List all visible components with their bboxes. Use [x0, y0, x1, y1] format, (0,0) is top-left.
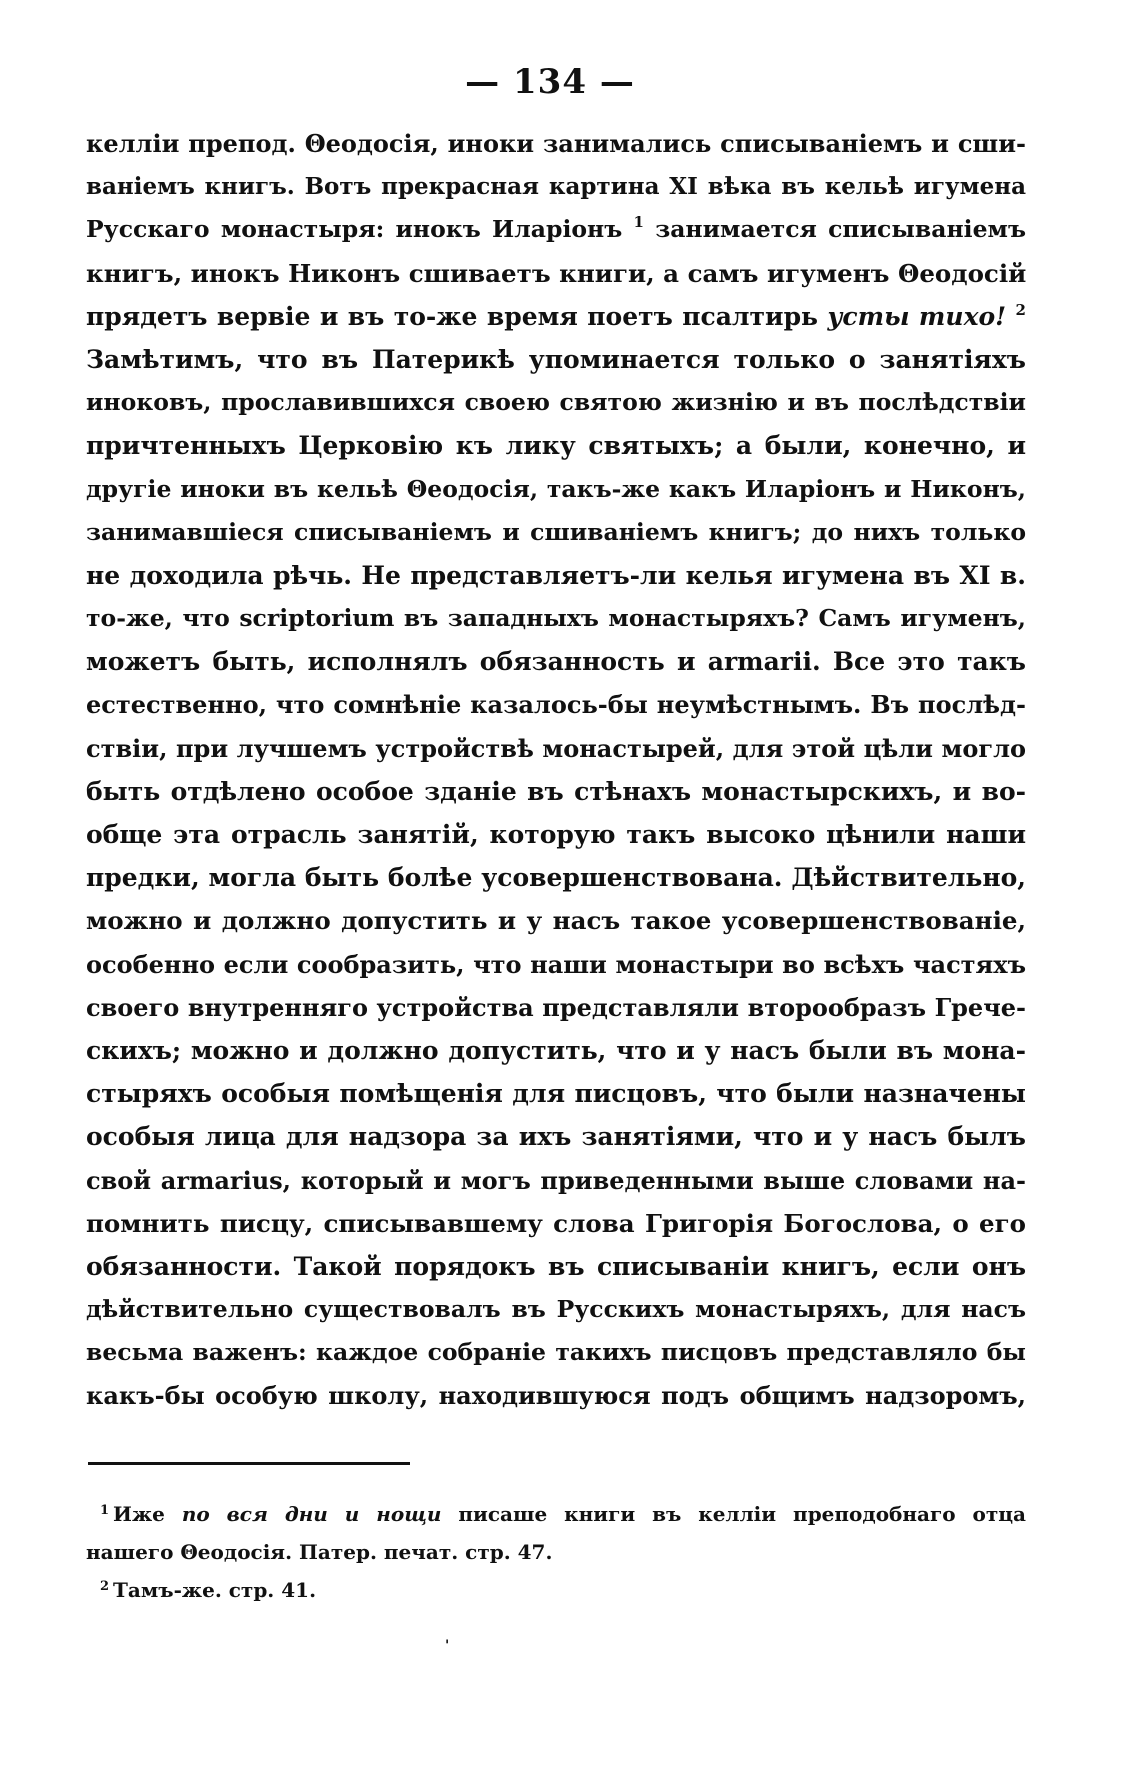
text-line — [86, 727, 1026, 770]
text-segment: помнить писцу, списывавшему слова Григорія Богослова, о его — [86, 1208, 1026, 1238]
text-segment: иноковъ, прославившихся своею святою жизнію и въ послѣдствіи — [86, 388, 1026, 417]
body-text — [86, 122, 1026, 1418]
text-line — [86, 1115, 1026, 1158]
text-line — [86, 122, 1026, 165]
text-segment: обязанности. Такой порядокъ въ списываніи книгъ, если онъ — [86, 1251, 1026, 1281]
footnote-1-continuation: нашего Θеодосія. Патер. печат. стр. 47. — [86, 1540, 553, 1564]
text-line — [86, 468, 1026, 511]
text-segment: быть отдѣлено особое зданіе въ стѣнахъ монастырскихъ, и во- — [86, 776, 1026, 806]
footnote-ref: 1 — [633, 213, 644, 232]
text-segment: можетъ быть, исполнялъ обязанность и armarii. Все это такъ — [86, 647, 1026, 677]
text-line — [86, 1072, 1026, 1115]
footnote-2 — [86, 1571, 1026, 1609]
text-segment: какъ-бы особую школу, находившуюся подъ общимъ надзоромъ, — [86, 1381, 1026, 1411]
text-segment: прядетъ вервіе и въ то-же время поетъ псалтирь — [86, 301, 828, 331]
text-line — [86, 208, 1026, 251]
text-segment: книгъ, инокъ Никонъ сшиваетъ книги, а самъ игуменъ Θеодосій — [86, 258, 1027, 288]
text-line — [86, 381, 1026, 424]
text-line — [86, 640, 1026, 683]
text-line — [86, 252, 1026, 295]
page-number: — 134 — — [465, 62, 635, 102]
text-segment: особенно если сообразить, что наши монастыри во всѣхъ частяхъ — [86, 949, 1026, 979]
text-segment: естественно, что сомнѣніе казалось-бы неумѣстнымъ. Въ послѣд- — [86, 690, 1026, 720]
text-segment: дѣйствительно существовалъ въ Русскихъ монастыряхъ, для насъ — [86, 1295, 1026, 1324]
footnote-text: писаше книги въ келліи преподобнаго отца — [441, 1502, 1026, 1526]
footnote-text: Иже — [113, 1502, 182, 1526]
text-segment: Замѣтимъ, что въ Патерикѣ упоминается только о занятіяхъ — [86, 344, 1026, 374]
text-segment: другіе иноки въ кельѣ Θеодосія, такъ-же какъ Иларіонъ и Никонъ, — [86, 474, 1026, 503]
text-line — [86, 1159, 1026, 1202]
text-segment: то-же, что scriptorium въ западныхъ монастыряхъ? Самъ игуменъ, — [86, 604, 1026, 633]
text-segment: Русскаго монастыря: инокъ Иларіонъ — [86, 215, 634, 244]
footnote-separator-rule — [88, 1462, 410, 1465]
text-segment: не доходила рѣчь. Не представляетъ-ли келья игумена въ XI в. — [86, 560, 1026, 590]
text-line — [86, 986, 1026, 1029]
text-segment: своего внутренняго устройства представляли второобразъ Грече- — [86, 992, 1026, 1022]
text-segment: можно и должно допустить и у насъ такое усовершенствованіе, — [86, 906, 1026, 936]
text-line — [86, 554, 1026, 597]
text-line — [86, 1374, 1026, 1417]
text-segment: скихъ; можно и должно допустить, что и у насъ были въ мона- — [86, 1035, 1026, 1065]
text-line — [86, 683, 1026, 726]
text-segment: ствіи, при лучшемъ устройствѣ монастырей, для этой цѣли могло — [86, 733, 1026, 763]
text-line — [86, 511, 1026, 554]
text-line — [86, 1202, 1026, 1245]
text-line — [86, 813, 1026, 856]
text-segment: стыряхъ особыя помѣщенія для писцовъ, что были назначены — [86, 1079, 1026, 1109]
text-segment: занимается списываніемъ — [643, 215, 1026, 244]
text-line — [86, 856, 1026, 899]
text-line — [86, 770, 1026, 813]
text-line — [86, 1029, 1026, 1072]
text-segment: причтенныхъ Церковію къ лику святыхъ; а были, конечно, и — [86, 431, 1026, 461]
text-segment: занимавшіеся списываніемъ и сшиваніемъ книгъ; до нихъ только — [86, 517, 1026, 546]
footnote-italic-quote: по вся дни и нощи — [181, 1502, 442, 1526]
text-line — [86, 943, 1026, 986]
text-line — [86, 899, 1026, 942]
footnote-ref: 2 — [1015, 300, 1026, 319]
text-line — [86, 1245, 1026, 1288]
text-segment: ваніемъ книгъ. Вотъ прекрасная картина XI вѣка въ кельѣ игумена — [86, 173, 1026, 201]
footnote-text: Тамъ-же. стр. 41. — [113, 1578, 317, 1602]
text-line — [86, 338, 1026, 381]
text-line — [86, 424, 1026, 467]
italic-quote: усты тихо! — [827, 301, 1007, 331]
text-segment: предки, могла быть болѣе усовершенствована. Дѣйствительно, — [86, 863, 1026, 893]
text-line — [86, 1331, 1026, 1374]
text-line — [86, 1288, 1026, 1331]
footnotes — [86, 1495, 1026, 1609]
footnote-1 — [86, 1495, 1026, 1533]
text-line — [86, 165, 1026, 208]
text-segment: особыя лица для надзора за ихъ занятіями, что и у насъ былъ — [86, 1122, 1026, 1152]
text-segment: свой armarius, который и могъ приведенными выше словами на- — [86, 1165, 1026, 1195]
text-line — [86, 295, 1026, 338]
text-segment: обще эта отрасль занятій, которую такъ высоко цѣнили наши — [86, 820, 1026, 849]
text-segment: весьма важенъ: каждое собраніе такихъ писцовъ представляло бы — [86, 1338, 1026, 1367]
print-speck: ' — [445, 1638, 450, 1654]
footnote-mark: 2 — [100, 1579, 110, 1594]
text-segment: келліи препод. Θеодосія, иноки занимались списываніемъ и сши- — [86, 129, 1026, 158]
footnote-mark: 1 — [100, 1503, 110, 1518]
text-line — [86, 597, 1026, 640]
